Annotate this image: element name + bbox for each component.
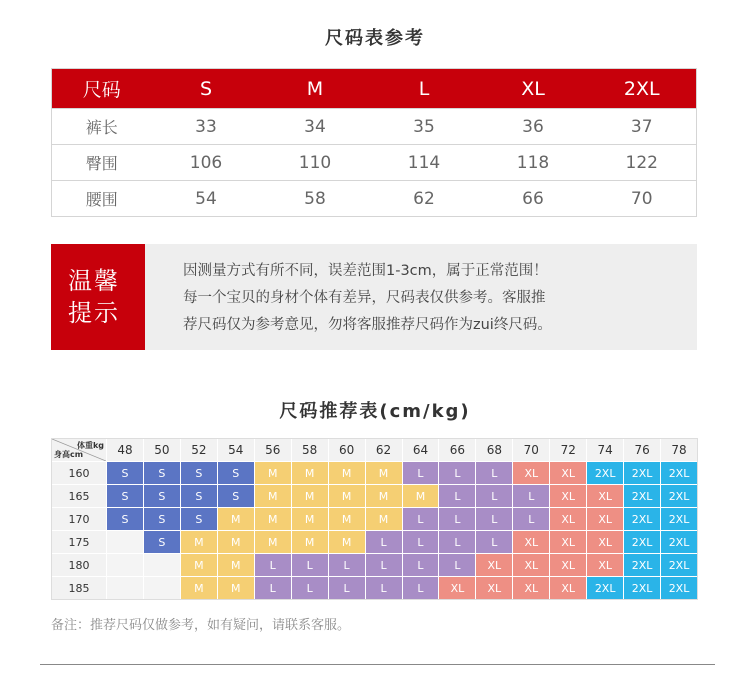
size-cell: 2XL bbox=[661, 462, 697, 484]
size-cell: XL bbox=[513, 554, 549, 576]
size-cell: XL bbox=[550, 554, 586, 576]
size-cell: S bbox=[144, 508, 180, 530]
weight-header-cell: 62 bbox=[366, 439, 402, 461]
size-cell: L bbox=[292, 554, 328, 576]
size-cell: S bbox=[181, 485, 217, 507]
header-cell: 尺码 bbox=[52, 69, 152, 109]
tip-line: 因测量方式有所不同，误差范围1-3cm，属于正常范围！ bbox=[183, 263, 548, 279]
size-cell: L bbox=[329, 577, 365, 599]
size-cell: S bbox=[144, 485, 180, 507]
size-cell: XL bbox=[513, 531, 549, 553]
size-cell: XL bbox=[587, 531, 623, 553]
table-row bbox=[52, 109, 697, 145]
size-cell: L bbox=[366, 554, 402, 576]
table-row bbox=[52, 145, 697, 181]
size-cell: L bbox=[366, 577, 402, 599]
size-cell: L bbox=[439, 462, 475, 484]
size-cell: M bbox=[255, 485, 291, 507]
size-cell: L bbox=[403, 462, 439, 484]
size-cell: 2XL bbox=[624, 577, 660, 599]
weight-header-cell: 68 bbox=[476, 439, 512, 461]
size-cell: M bbox=[292, 531, 328, 553]
weight-header-cell: 66 bbox=[439, 439, 475, 461]
size-cell: XL bbox=[550, 508, 586, 530]
weight-header-cell: 56 bbox=[255, 439, 291, 461]
size-cell: M bbox=[403, 485, 439, 507]
table-cell: 110 bbox=[261, 145, 370, 181]
row-label: 腰围 bbox=[52, 181, 152, 217]
table-row bbox=[52, 181, 697, 217]
size-cell bbox=[144, 554, 180, 576]
header-cell: XL bbox=[479, 69, 588, 109]
weight-header-cell: 48 bbox=[107, 439, 143, 461]
size-cell: M bbox=[181, 554, 217, 576]
table-cell: 34 bbox=[261, 109, 370, 145]
table-cell: 122 bbox=[588, 145, 697, 181]
size-cell: L bbox=[439, 531, 475, 553]
size-cell: 2XL bbox=[624, 485, 660, 507]
size-cell: S bbox=[181, 508, 217, 530]
remark-note: 备注：推荐尺码仅做参考，如有疑问，请联系客服。 bbox=[51, 618, 351, 633]
table-cell: 118 bbox=[479, 145, 588, 181]
size-cell: L bbox=[403, 577, 439, 599]
size-cell: M bbox=[218, 531, 254, 553]
size-cell: L bbox=[513, 485, 549, 507]
size-cell: M bbox=[329, 508, 365, 530]
size-cell: 2XL bbox=[624, 462, 660, 484]
tip-badge-line: 提示 bbox=[68, 299, 120, 327]
row-label: 臀围 bbox=[52, 145, 152, 181]
size-cell: M bbox=[218, 577, 254, 599]
weight-header-cell: 70 bbox=[513, 439, 549, 461]
size-cell: XL bbox=[587, 485, 623, 507]
size-cell: XL bbox=[476, 554, 512, 576]
tip-badge bbox=[51, 244, 145, 350]
header-cell: L bbox=[370, 69, 479, 109]
size-cell: L bbox=[403, 508, 439, 530]
size-cell: S bbox=[144, 531, 180, 553]
weight-axis-label: 体重kg bbox=[76, 441, 104, 450]
header-cell: 2XL bbox=[588, 69, 697, 109]
size-cell: S bbox=[218, 485, 254, 507]
table-cell: 66 bbox=[479, 181, 588, 217]
size-cell: S bbox=[107, 485, 143, 507]
size-cell: M bbox=[255, 508, 291, 530]
height-header-cell: 170 bbox=[52, 508, 106, 530]
table-cell: 58 bbox=[261, 181, 370, 217]
size-cell: 2XL bbox=[587, 577, 623, 599]
tip-box bbox=[51, 244, 697, 350]
table-cell: 37 bbox=[588, 109, 697, 145]
size-cell bbox=[144, 577, 180, 599]
size-cell: L bbox=[476, 485, 512, 507]
size-cell: M bbox=[181, 577, 217, 599]
weight-header-cell: 72 bbox=[550, 439, 586, 461]
size-cell: 2XL bbox=[624, 531, 660, 553]
height-header-cell: 165 bbox=[52, 485, 106, 507]
divider bbox=[40, 664, 715, 665]
size-cell: XL bbox=[587, 554, 623, 576]
size-cell: 2XL bbox=[624, 554, 660, 576]
tip-line: 每一个宝贝的身材个体有差异，尺码表仅供参考。客服推 bbox=[183, 290, 546, 306]
size-cell: L bbox=[255, 554, 291, 576]
size-cell: L bbox=[476, 531, 512, 553]
size-cell: L bbox=[476, 508, 512, 530]
size-cell: S bbox=[107, 508, 143, 530]
height-axis-label: 身高cm bbox=[54, 450, 84, 459]
size-cell: L bbox=[439, 485, 475, 507]
size-cell: M bbox=[218, 508, 254, 530]
height-header-cell: 180 bbox=[52, 554, 106, 576]
size-cell: 2XL bbox=[661, 554, 697, 576]
header-cell: M bbox=[261, 69, 370, 109]
size-cell: XL bbox=[513, 577, 549, 599]
size-cell: L bbox=[329, 554, 365, 576]
size-cell bbox=[107, 577, 143, 599]
weight-header-cell: 60 bbox=[329, 439, 365, 461]
table-cell: 36 bbox=[479, 109, 588, 145]
size-cell: M bbox=[329, 485, 365, 507]
weight-header-cell: 58 bbox=[292, 439, 328, 461]
size-cell: XL bbox=[476, 577, 512, 599]
size-cell: M bbox=[218, 554, 254, 576]
size-cell: XL bbox=[513, 462, 549, 484]
weight-header-cell: 78 bbox=[661, 439, 697, 461]
size-cell: L bbox=[403, 531, 439, 553]
height-header-cell: 160 bbox=[52, 462, 106, 484]
size-cell: M bbox=[292, 485, 328, 507]
size-chart-table bbox=[51, 68, 697, 217]
size-cell: 2XL bbox=[587, 462, 623, 484]
size-cell: M bbox=[329, 462, 365, 484]
tip-text bbox=[183, 258, 683, 339]
weight-header-cell: 54 bbox=[218, 439, 254, 461]
table-cell: 62 bbox=[370, 181, 479, 217]
size-cell: XL bbox=[550, 462, 586, 484]
size-cell: S bbox=[107, 462, 143, 484]
size-cell: 2XL bbox=[624, 508, 660, 530]
tip-line: 荐尺码仅为参考意见，勿将客服推荐尺码作为zui终尺码。 bbox=[183, 317, 552, 333]
table-cell: 54 bbox=[152, 181, 261, 217]
size-cell: L bbox=[366, 531, 402, 553]
size-cell: L bbox=[439, 554, 475, 576]
size-cell: M bbox=[292, 508, 328, 530]
size-cell: 2XL bbox=[661, 531, 697, 553]
table-cell: 70 bbox=[588, 181, 697, 217]
size-cell: L bbox=[513, 508, 549, 530]
size-cell: 2XL bbox=[661, 485, 697, 507]
size-cell: M bbox=[292, 462, 328, 484]
size-cell: M bbox=[255, 531, 291, 553]
size-recommend-grid bbox=[51, 438, 698, 600]
size-cell: S bbox=[218, 462, 254, 484]
grid-corner bbox=[52, 439, 106, 461]
size-cell: M bbox=[181, 531, 217, 553]
size-cell: L bbox=[439, 508, 475, 530]
height-header-cell: 185 bbox=[52, 577, 106, 599]
size-cell: S bbox=[181, 462, 217, 484]
table-cell: 35 bbox=[370, 109, 479, 145]
weight-header-cell: 50 bbox=[144, 439, 180, 461]
size-cell: XL bbox=[587, 508, 623, 530]
size-cell: 2XL bbox=[661, 508, 697, 530]
table-cell: 114 bbox=[370, 145, 479, 181]
size-cell: M bbox=[255, 462, 291, 484]
weight-header-cell: 64 bbox=[403, 439, 439, 461]
size-cell: S bbox=[144, 462, 180, 484]
size-cell: M bbox=[366, 508, 402, 530]
size-cell: 2XL bbox=[661, 577, 697, 599]
table-cell: 33 bbox=[152, 109, 261, 145]
size-cell: XL bbox=[550, 577, 586, 599]
size-cell: XL bbox=[439, 577, 475, 599]
size-cell: M bbox=[366, 485, 402, 507]
weight-header-cell: 52 bbox=[181, 439, 217, 461]
size-cell: XL bbox=[550, 485, 586, 507]
weight-header-cell: 76 bbox=[624, 439, 660, 461]
size-cell: L bbox=[292, 577, 328, 599]
size-header-row bbox=[52, 69, 697, 109]
height-header-cell: 175 bbox=[52, 531, 106, 553]
size-cell bbox=[107, 554, 143, 576]
size-cell: M bbox=[329, 531, 365, 553]
weight-header-cell: 74 bbox=[587, 439, 623, 461]
size-cell: XL bbox=[550, 531, 586, 553]
size-cell: L bbox=[255, 577, 291, 599]
size-cell: M bbox=[366, 462, 402, 484]
size-cell: L bbox=[403, 554, 439, 576]
size-cell: L bbox=[476, 462, 512, 484]
tip-badge-line: 温馨 bbox=[68, 267, 120, 295]
recommend-chart-title: 尺码推荐表(cm/kg) bbox=[279, 401, 471, 422]
row-label: 裤长 bbox=[52, 109, 152, 145]
size-cell bbox=[107, 531, 143, 553]
table-cell: 106 bbox=[152, 145, 261, 181]
header-cell: S bbox=[152, 69, 261, 109]
size-chart-title: 尺码表参考 bbox=[325, 28, 425, 49]
